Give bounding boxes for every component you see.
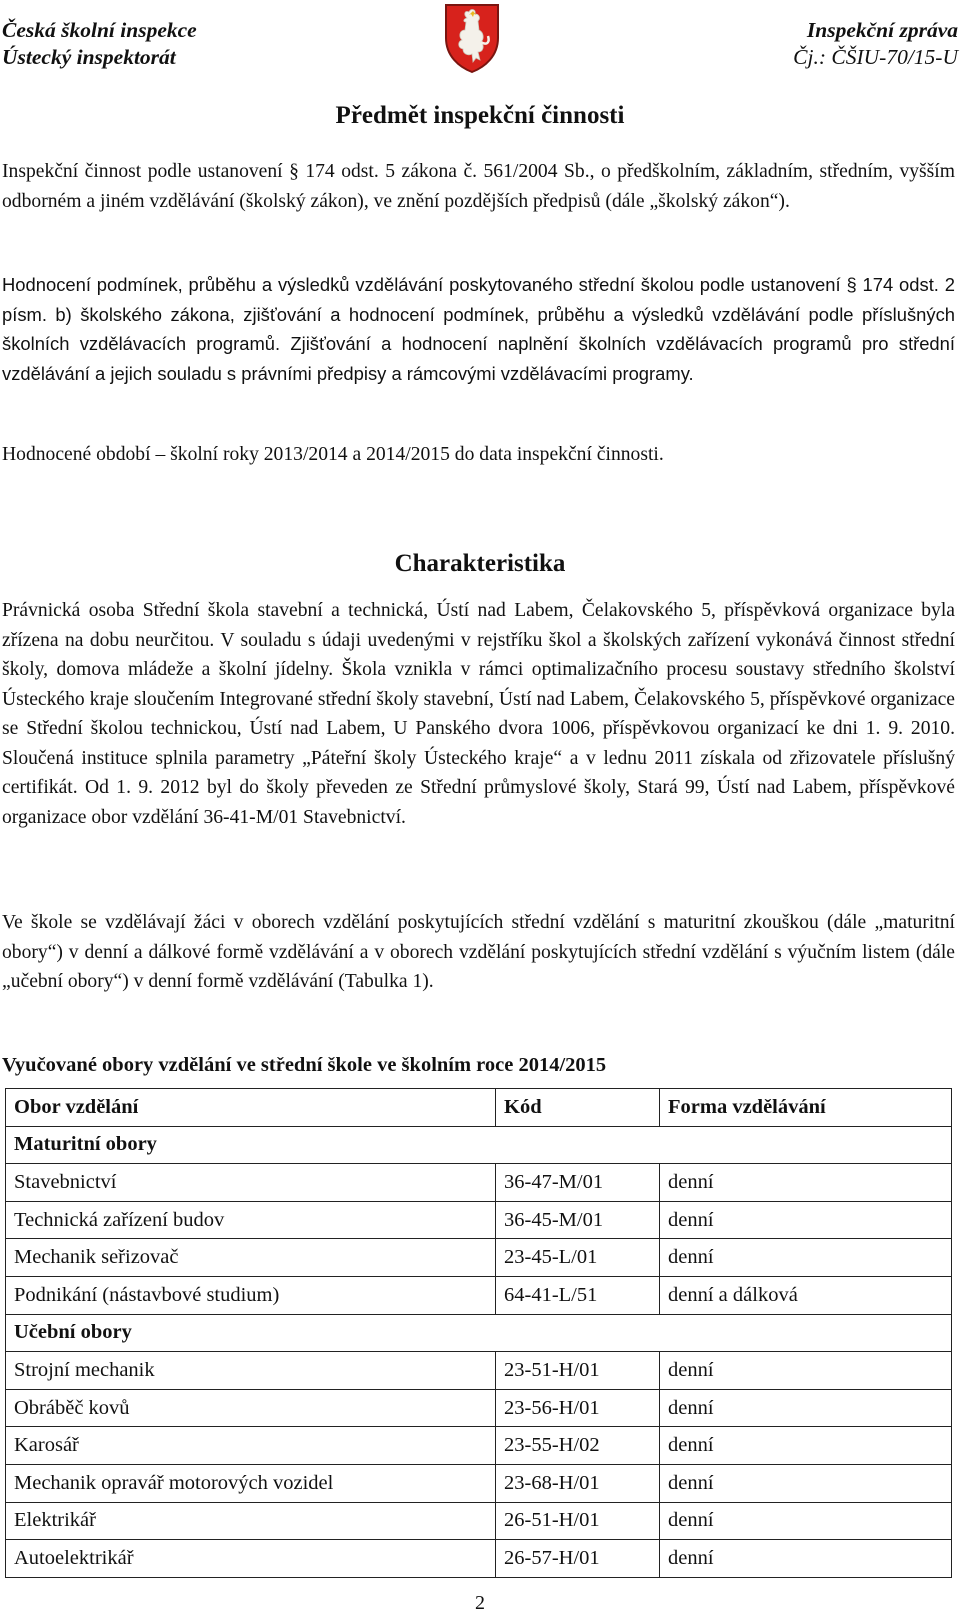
institution-name: Česká školní inspekce bbox=[2, 18, 197, 42]
program-name: Podnikání (nástavbové studium) bbox=[6, 1276, 496, 1314]
table-title: Vyučované obory vzdělání ve střední škole ve školním roce 2014/2015 bbox=[2, 1054, 607, 1076]
program-name: Autoelektrikář bbox=[6, 1540, 496, 1578]
program-form: denní bbox=[660, 1352, 952, 1390]
program-code: 26-57-H/01 bbox=[496, 1540, 660, 1578]
program-form: denní bbox=[660, 1502, 952, 1540]
program-code: 23-51-H/01 bbox=[496, 1352, 660, 1390]
program-name: Elektrikář bbox=[6, 1502, 496, 1540]
program-form: denní bbox=[660, 1201, 952, 1239]
column-header-form: Forma vzdělávání bbox=[660, 1089, 952, 1127]
program-code: 23-56-H/01 bbox=[496, 1389, 660, 1427]
program-name: Strojní mechanik bbox=[6, 1352, 496, 1390]
section-title-subject: Předmět inspekční činnosti bbox=[335, 102, 625, 129]
table-row bbox=[6, 1239, 952, 1277]
paragraph-evaluated-period: Hodnocené období – školní roky 2013/2014 a 2014/2015 do data inspekční činnosti. bbox=[2, 444, 664, 465]
table-header-row bbox=[6, 1089, 952, 1127]
column-header-code: Kód bbox=[496, 1089, 660, 1127]
program-form: denní bbox=[660, 1164, 952, 1202]
table-row bbox=[6, 1389, 952, 1427]
inspectorate-name: Ústecký inspektorát bbox=[2, 45, 176, 69]
study-programs-table bbox=[5, 1088, 952, 1578]
paragraph-legal-basis: Inspekční činnost podle ustanovení § 174 odst. 5 zákona č. 561/2004 Sb., o předškolním, základním, středním, vyšším odborném a jiném vzdělávání (školský zákon), ve znění pozdějších předpisů (dále „školský zákon“). bbox=[2, 161, 955, 212]
program-code: 23-45-L/01 bbox=[496, 1239, 660, 1277]
group-label: Maturitní obory bbox=[6, 1126, 952, 1164]
state-coat-of-arms-icon bbox=[443, 2, 501, 74]
paragraph-study-programs: Ve škole se vzdělávají žáci v oborech vzdělání poskytujících střední vzdělání s maturitní zkouškou (dále „maturitní obory“) v denní a dálkové formě vzdělávání a v oborech vzdělání poskytujících střední vzdělání s výučním listem (dále „učební obory“) v denní formě vzdělávání (Tabulka 1). bbox=[2, 912, 955, 992]
report-type: Inspekční zpráva bbox=[806, 18, 958, 42]
program-form: denní bbox=[660, 1239, 952, 1277]
program-name: Mechanik seřizovač bbox=[6, 1239, 496, 1277]
table-row bbox=[6, 1164, 952, 1202]
table-row bbox=[6, 1502, 952, 1540]
program-code: 64-41-L/51 bbox=[496, 1276, 660, 1314]
program-form: denní bbox=[660, 1427, 952, 1465]
program-name: Mechanik opravář motorových vozidel bbox=[6, 1464, 496, 1502]
program-name: Technická zařízení budov bbox=[6, 1201, 496, 1239]
group-label: Učební obory bbox=[6, 1314, 952, 1352]
program-code: 36-45-M/01 bbox=[496, 1201, 660, 1239]
paragraph-evaluation-scope: Hodnocení podmínek, průběhu a výsledků vzdělávání poskytovaného střední školou podle ustanovení § 174 odst. 2 písm. b) školského zákona, zjišťování a hodnocení podmínek, průběhu a výsledků vzdělávání podle příslušných školních vzdělávacích programů. Zjišťování a hodnocení naplnění školních vzdělávacích programů pro střední vzdělávání a jejich souladu s právními předpisy a rámcovými vzdělávacími programy. bbox=[2, 274, 955, 384]
program-name: Stavebnictví bbox=[6, 1164, 496, 1202]
header-left bbox=[2, 17, 197, 71]
table-group-row bbox=[6, 1314, 952, 1352]
program-form: denní bbox=[660, 1389, 952, 1427]
program-code: 36-47-M/01 bbox=[496, 1164, 660, 1202]
column-header-program: Obor vzdělání bbox=[6, 1089, 496, 1127]
section-title-characteristics: Charakteristika bbox=[394, 550, 566, 577]
program-code: 26-51-H/01 bbox=[496, 1502, 660, 1540]
table-row bbox=[6, 1427, 952, 1465]
table-row bbox=[6, 1540, 952, 1578]
header-right bbox=[793, 17, 958, 71]
program-form: denní bbox=[660, 1464, 952, 1502]
table-group-row bbox=[6, 1126, 952, 1164]
reference-number: Čj.: ČŠIU-70/15-U bbox=[793, 45, 958, 69]
program-form: denní bbox=[660, 1540, 952, 1578]
page-number: 2 bbox=[475, 1592, 485, 1614]
table-row bbox=[6, 1276, 952, 1314]
table-row bbox=[6, 1352, 952, 1390]
program-code: 23-55-H/02 bbox=[496, 1427, 660, 1465]
program-form: denní a dálková bbox=[660, 1276, 952, 1314]
table-row bbox=[6, 1464, 952, 1502]
program-name: Karosář bbox=[6, 1427, 496, 1465]
paragraph-school-description: Právnická osoba Střední škola stavební a technická, Ústí nad Labem, Čelakovského 5, příspěvková organizace byla zřízena na dobu neurčitou. V souladu s údaji uvedenými v rejstříku škol a školských zařízení vykonává činnost střední školy, domova mládeže a školní jídelny. Škola vznikla v rámci optimalizačního procesu soustavy středního školství Ústeckého kraje sloučením Integrované střední školy stavební, Ústí nad Labem, Čelakovského 5, příspěvkové organizace se Střední školou technickou, Ústí nad Labem, U Panského dvora 1006, příspěvkovou organizací ke dni 1. 9. 2010. Sloučená instituce splnila parametry „Páteřní školy Ústeckého kraje“ a v lednu 2011 získala od zřizovatele příslušný certifikát. Od 1. 9. 2012 byl do školy převeden ze Střední průmyslové školy, Stará 99, Ústí nad Labem, příspěvkové organizace obor vzdělání 36-41-M/01 Stavebnictví. bbox=[2, 600, 955, 828]
table-row bbox=[6, 1201, 952, 1239]
program-name: Obráběč kovů bbox=[6, 1389, 496, 1427]
program-code: 23-68-H/01 bbox=[496, 1464, 660, 1502]
